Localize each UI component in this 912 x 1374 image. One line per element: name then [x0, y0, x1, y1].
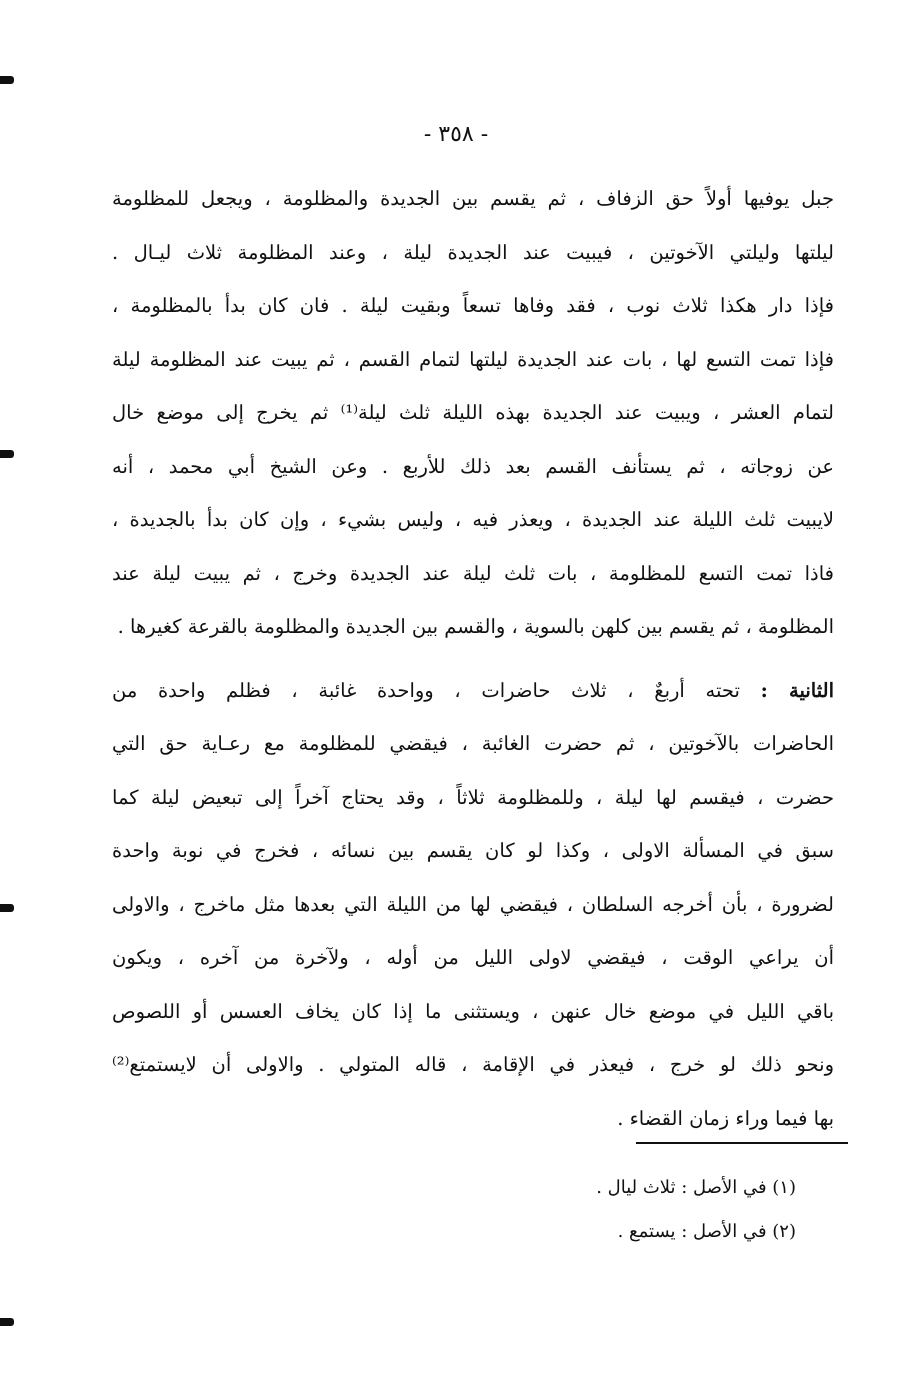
footnotes — [596, 1166, 796, 1254]
text-line: باقي الليل في موضع خال عنهن ، ويستثنى ما إذا كان يخاف العسس أو اللصوص — [112, 999, 834, 1023]
text-line — [112, 664, 834, 718]
binding-mark — [0, 76, 14, 84]
text-line: ونحو ذلك لو خرج ، فيعذر في الإقامة ، قاله المتولي . والاولى أن لايستمتع⁽²⁾ — [112, 1053, 834, 1076]
text-run: تحته أربعٌ ، ثلاث حاضرات ، وواحدة غائبة ، فظلم واحدة من — [112, 678, 740, 702]
footnote: (١) في الأصل : ثلاث ليال . — [596, 1177, 796, 1198]
text-line: لايبيت ثلث الليلة عند الجديدة ، ويعذر فيه ، وليس بشيء ، وإن كان بدأ بالجديدة ، — [112, 508, 834, 531]
text-line: ليلتها وليلتي الآخوتين ، فيبيت عند الجديدة ليلة ، وعند المظلومة ثلاث ليـال . — [112, 240, 834, 264]
text-line: جبل يوفيها أولاً حق الزفاف ، ثم يقسم بين الجديدة والمظلومة ، ويجعل للمظلومة — [112, 187, 834, 210]
text-line: فاذا تمت التسع للمظلومة ، بات ثلث ليلة عند الجديدة وخرج ، ثم يبيت ليلة عند — [112, 561, 834, 585]
binding-mark — [0, 450, 14, 458]
text-line: حضرت ، فيقسم لها ليلة ، وللمظلومة ثلاثاً ، وقد يحتاج آخراً إلى تبعيض ليلة كما — [112, 785, 834, 809]
text-line: فإذا دار هكذا ثلاث نوب ، فقد وفاها تسعاً وبقيت ليلة . فان كان بدأ بالمظلومة ، — [112, 294, 834, 317]
binding-mark — [0, 904, 14, 912]
text-line: فإذا تمت التسع لها ، بات عند الجديدة ليلتها لتمام القسم ، ثم يبيت عند المظلومة ليلة — [112, 347, 834, 371]
text-line: أن يراعي الوقت ، فيقضي لاولى الليل من أوله ، ولآخرة من آخره ، ويكون — [112, 946, 834, 969]
section-heading: الثانية : — [760, 678, 834, 702]
footnote: (٢) في الأصل : يستمع . — [617, 1221, 796, 1242]
text-line: الحاضرات بالآخوتين ، ثم حضرت الغائبة ، فيقضي للمظلومة مع رعـاية حق التي — [112, 732, 834, 755]
footnote-separator — [636, 1142, 848, 1144]
text-line: عن زوجاته ، ثم يستأنف القسم بعد ذلك للأربع . وعن الشيخ أبي محمد ، أنه — [112, 454, 834, 478]
text-line: سبق في المسألة الاولى ، وكذا لو كان يقسم بين نسائه ، فخرج في نوبة واحدة — [112, 839, 834, 862]
page-number: - ٣٥٨ - — [423, 122, 489, 147]
text-line: المظلومة ، ثم يقسم بين كلهن بالسوية ، والقسم بين الجديدة والمظلومة بالقرعة كغيرها . — [117, 615, 834, 638]
text-line: بها فيما وراء زمان القضاء . — [617, 1106, 834, 1130]
text-line: لتمام العشر ، ويبيت عند الجديدة بهذه الليلة ثلث ليلة⁽¹⁾ ثم يخرج إلى موضع خال — [112, 401, 834, 424]
body-text — [112, 172, 834, 1145]
text-line: لضرورة ، بأن أخرجه السلطان ، فيقضي لها من الليلة التي بعدها مثل ماخرج ، والاولى — [112, 892, 834, 916]
binding-mark — [0, 1318, 14, 1326]
